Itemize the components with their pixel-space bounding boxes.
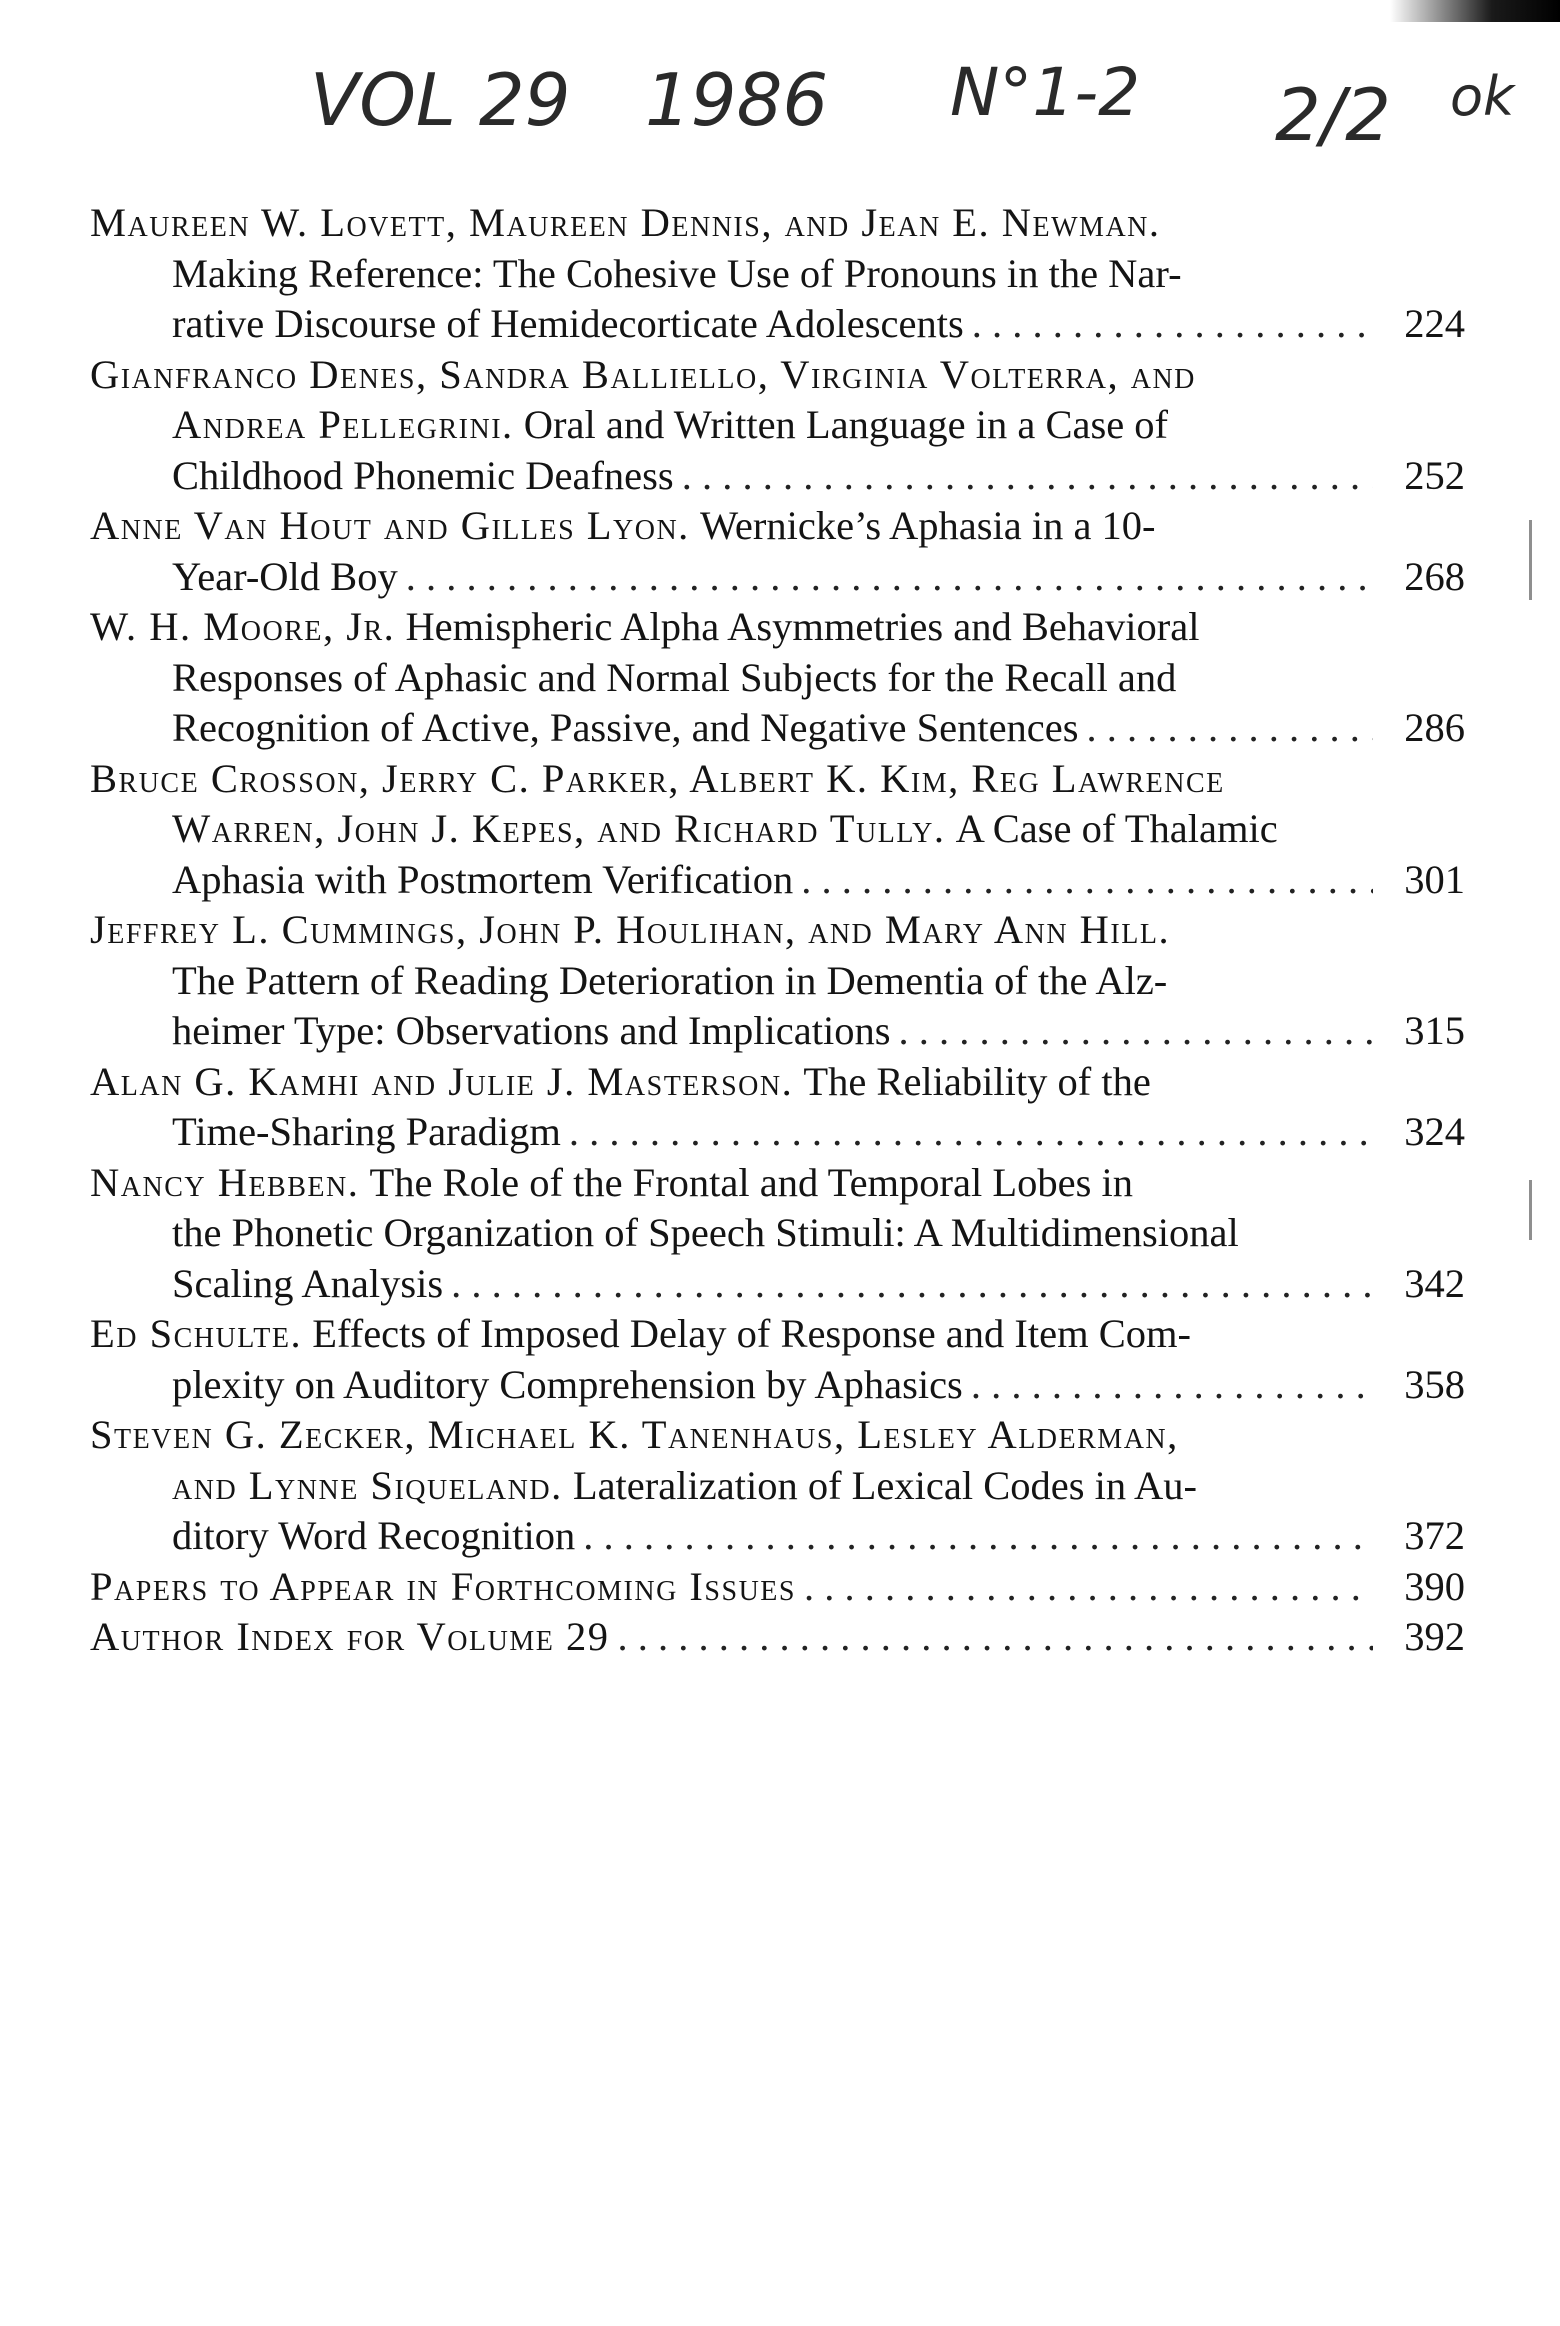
entry-authors: and Lynne Siqueland. <box>172 1462 563 1508</box>
toc-entry <box>90 1309 1465 1410</box>
toc-entry <box>90 198 1465 350</box>
entry-page: 252 <box>1404 452 1465 498</box>
entry-label: Papers to Appear in Forthcoming Issues <box>90 1563 796 1609</box>
toc-entry <box>90 1057 1465 1158</box>
entry-page: 372 <box>1404 1513 1465 1558</box>
entry-title-line: the Phonetic Organization of Speech Stimuli: A Multidimensional <box>172 1210 1239 1255</box>
entry-label: Author Index for Volume 29 <box>90 1614 610 1659</box>
handwritten-note <box>300 30 1550 180</box>
dot-leader <box>569 1107 1373 1158</box>
handwritten-issue: N°1-2 <box>950 54 1141 131</box>
handwritten-fraction: 2/2 <box>1275 73 1391 157</box>
toc-entry <box>90 1410 1465 1562</box>
entry-title-line: Time-Sharing Paradigm <box>172 1109 561 1154</box>
entry-title-line: heimer Type: Observations and Implications <box>172 1008 891 1053</box>
entry-page: 390 <box>1404 1563 1465 1609</box>
entry-title-line: The Role of the Frontal and Temporal Lobes in <box>369 1159 1133 1205</box>
toc-entry <box>90 754 1465 906</box>
handwritten-year: 1986 <box>645 58 829 142</box>
binding-mark <box>1529 1180 1554 1240</box>
entry-title-line: Responses of Aphasic and Normal Subjects for the Recall and <box>172 654 1177 700</box>
dot-leader <box>804 1562 1373 1613</box>
entry-title-line: Hemispheric Alpha Asymmetries and Behavioral <box>405 604 1200 649</box>
entry-title-line: Making Reference: The Cohesive Use of Pronouns in the Nar- <box>172 250 1182 296</box>
entry-authors: Bruce Crosson, Jerry C. Parker, Albert K. Kim, Reg Lawrence <box>90 755 1225 801</box>
dot-leader <box>972 299 1373 350</box>
dot-leader <box>801 855 1373 906</box>
entry-title-line: Effects of Imposed Delay of Response and Item Com- <box>312 1311 1191 1356</box>
toc-entry <box>90 1562 1465 1613</box>
dot-leader <box>682 451 1373 502</box>
entry-title-line: Recognition of Active, Passive, and Negative Sentences <box>172 705 1079 750</box>
entry-page: 392 <box>1404 1614 1465 1659</box>
entry-authors: Nancy Hebben. <box>90 1159 360 1205</box>
entry-authors: Jeffrey L. Cummings, John P. Houlihan, and Mary Ann Hill. <box>90 907 1171 952</box>
dot-leader <box>583 1511 1373 1562</box>
entry-title-line: plexity on Auditory Comprehension by Aphasics <box>172 1361 963 1407</box>
entry-title-line: Oral and Written Language in a Case of <box>523 402 1169 447</box>
table-of-contents <box>90 198 1465 1663</box>
entry-authors: Anne Van Hout and Gilles Lyon. <box>90 503 690 548</box>
entry-page: 301 <box>1404 856 1465 902</box>
entry-title-line: ditory Word Recognition <box>172 1513 576 1558</box>
dot-leader <box>1087 703 1373 754</box>
entry-title-line: Scaling Analysis <box>172 1260 444 1306</box>
entry-authors: Gianfranco Denes, Sandra Balliello, Virginia Volterra, and <box>90 351 1196 397</box>
dot-leader <box>451 1259 1373 1310</box>
dot-leader <box>617 1612 1373 1663</box>
entry-page: 342 <box>1404 1260 1465 1306</box>
toc-entry <box>90 501 1465 602</box>
dot-leader <box>406 552 1373 603</box>
toc-entry <box>90 602 1465 754</box>
toc-entry <box>90 1612 1465 1663</box>
handwritten-status: ok <box>1450 65 1515 128</box>
entry-authors: Steven G. Zecker, Michael K. Tanenhaus, Lesley Alderman, <box>90 1412 1179 1457</box>
toc-entry <box>90 1158 1465 1310</box>
entry-authors: Andrea Pellegrini. <box>172 402 514 447</box>
binding-mark <box>1529 520 1554 600</box>
handwritten-volume: VOL 29 <box>310 58 571 142</box>
entry-page: 315 <box>1404 1008 1465 1053</box>
entry-title-line: Lateralization of Lexical Codes in Au- <box>572 1462 1197 1508</box>
entry-authors: Warren, John J. Kepes, and Richard Tully. <box>172 806 946 851</box>
dot-leader <box>971 1360 1373 1411</box>
entry-title-line: Year-Old Boy <box>172 553 398 599</box>
entry-title-line: The Reliability of the <box>803 1058 1151 1104</box>
entry-page: 224 <box>1404 301 1465 346</box>
entry-authors: Maureen W. Lovett, Maureen Dennis, and Jean E. Newman. <box>90 200 1161 245</box>
toc-entry <box>90 905 1465 1057</box>
entry-title-line: Aphasia with Postmortem Verification <box>172 856 794 902</box>
entry-title-line: rative Discourse of Hemidecorticate Adolescents <box>172 301 964 346</box>
entry-authors: Ed Schulte. <box>90 1311 303 1356</box>
entry-title-line: The Pattern of Reading Deterioration in Dementia of the Alz- <box>172 957 1168 1003</box>
entry-page: 358 <box>1404 1361 1465 1407</box>
entry-authors: W. H. Moore, Jr. <box>90 604 396 649</box>
toc-entry <box>90 350 1465 502</box>
scan-corner-mark <box>1390 0 1560 22</box>
entry-title-line: Childhood Phonemic Deafness <box>172 452 674 498</box>
entry-page: 324 <box>1404 1109 1465 1154</box>
entry-page: 268 <box>1404 553 1465 599</box>
entry-page: 286 <box>1404 705 1465 750</box>
entry-title-line: Wernicke’s Aphasia in a 10- <box>699 503 1156 548</box>
entry-authors: Alan G. Kamhi and Julie J. Masterson. <box>90 1058 794 1104</box>
dot-leader <box>899 1006 1374 1057</box>
entry-title-line: A Case of Thalamic <box>955 806 1278 851</box>
